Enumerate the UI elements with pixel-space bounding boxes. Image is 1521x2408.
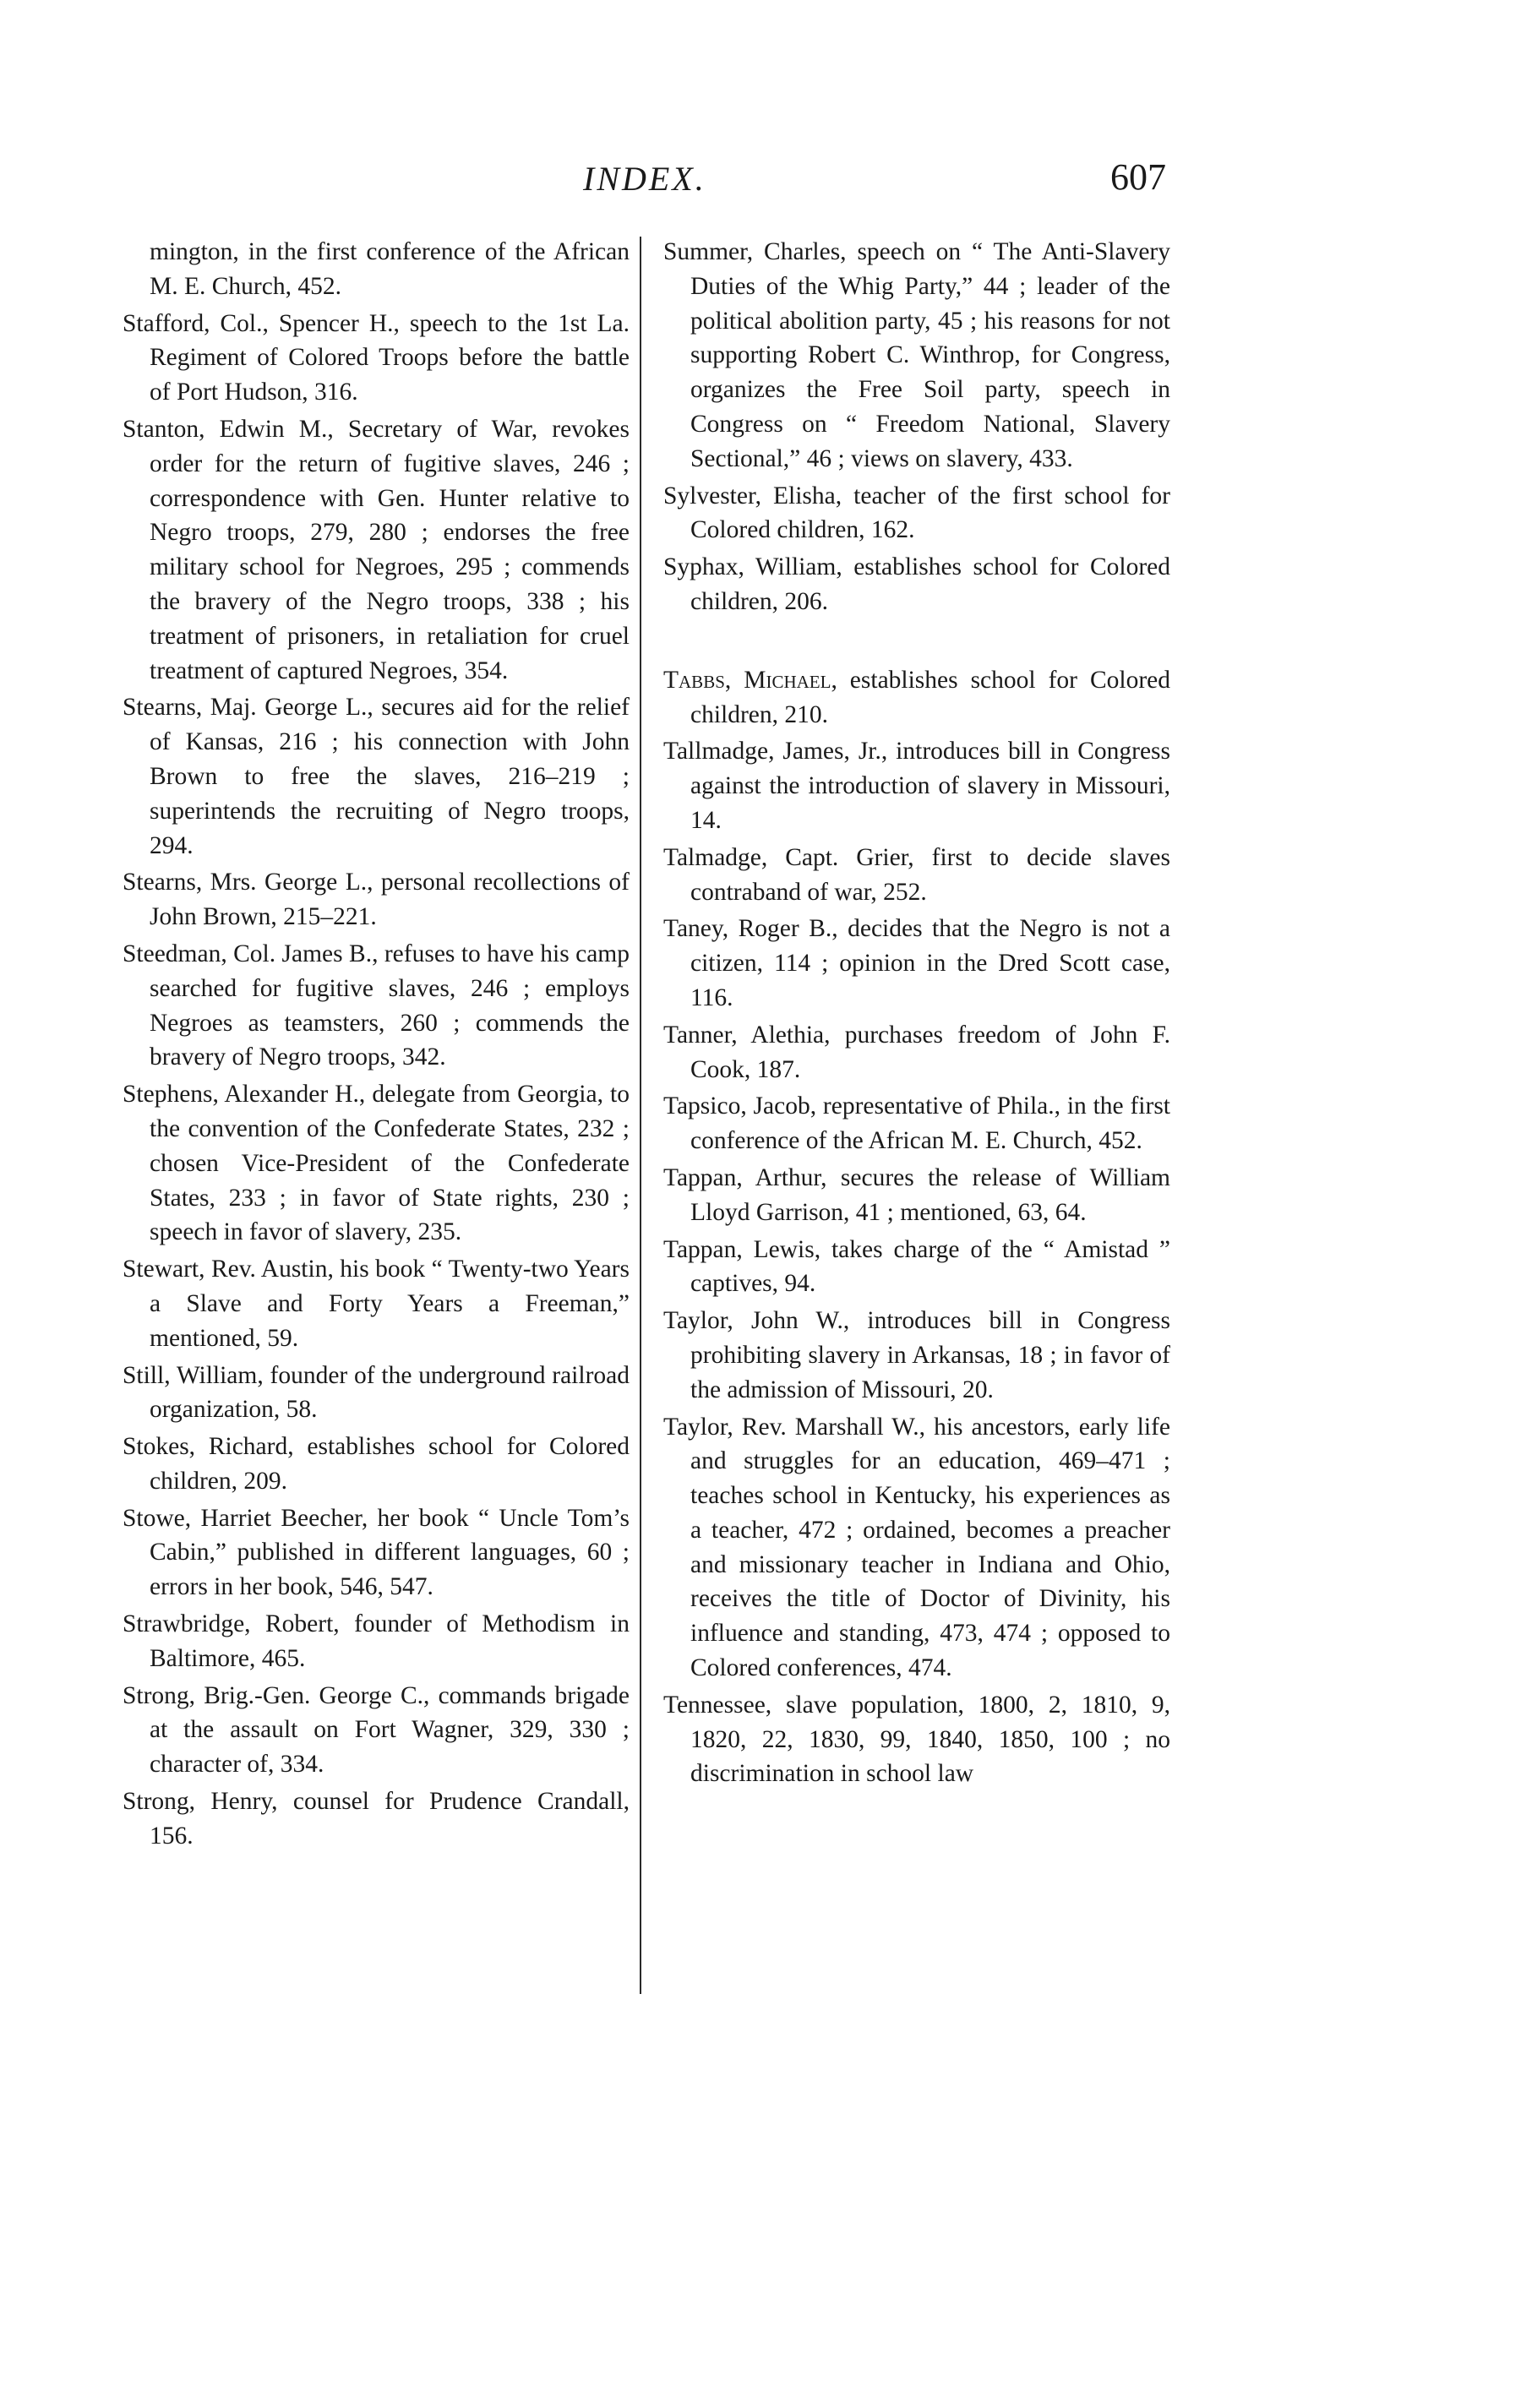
index-entry: Taylor, John W., introduces bill in Congress prohibiting slavery in Arkansas, 18 ; in favor of the admission of Missouri, 20.: [663, 1307, 1170, 1403]
index-entry: Sylvester, Elisha, teacher of the first school for Colored children, 162.: [663, 482, 1170, 544]
index-entry: Taylor, Rev. Marshall W., his ancestors, early life and struggles for an education, 469–471 ; teaches school in Kentucky, his experiences as a teacher, 472 ; ordained, becomes a preacher and missionary teacher in Indiana and Ohio, receives the title of Doctor of Divinity, his influence and standing, 473, 474 ; opposed to Colored conferences, 474.: [663, 1413, 1170, 1682]
index-entry: Tapsico, Jacob, representative of Phila., in the first conference of the African M. E. Church, 452.: [663, 1092, 1170, 1155]
index-entry-tabbs: [663, 663, 1170, 733]
index-entry: Still, William, founder of the underground railroad organization, 58.: [123, 1361, 630, 1424]
index-entry: Taney, Roger B., decides that the Negro is not a citizen, 114 ; opinion in the Dred Scott case, 116.: [663, 915, 1170, 1011]
index-entry: Stokes, Richard, establishes school for Colored children, 209.: [123, 1433, 630, 1495]
index-entry: mington, in the first conference of the African M. E. Church, 452.: [150, 238, 630, 300]
index-entry: Tappan, Lewis, takes charge of the “ Amistad ” captives, 94.: [663, 1235, 1170, 1298]
index-entry: Strong, Henry, counsel for Prudence Crandall, 156.: [123, 1788, 630, 1850]
index-entry: Stanton, Edwin M., Secretary of War, revokes order for the return of fugitive slaves, 246 ; correspondence with Gen. Hunter relative to Negro troops, 279, 280 ; endorses the free military school for Negroes, 295 ; commends the bravery of the Negro troops, 338 ; his treatment of prisoners, in retaliation for cruel treatment of captured Negroes, 354.: [123, 415, 630, 684]
index-entry-name: Tabbs, Michael,: [663, 666, 837, 694]
index-entry: Tennessee, slave population, 1800, 2, 1810, 9, 1820, 22, 1830, 99, 1840, 1850, 100 ; no discrimination in school law: [663, 1691, 1170, 1788]
index-entry: Tappan, Arthur, secures the release of William Lloyd Garrison, 41 ; mentioned, 63, 64.: [663, 1163, 1170, 1226]
index-entry: Steedman, Col. James B., refuses to have his camp searched for fugitive slaves, 246 ; employs Negroes as teamsters, 260 ; commends the bravery of Negro troops, 342.: [123, 940, 630, 1071]
index-entry: Stearns, Mrs. George L., personal recollections of John Brown, 215–221.: [123, 869, 630, 931]
column-divider: [640, 237, 641, 1994]
index-entry: Talmadge, Capt. Grier, first to decide slaves contraband of war, 252.: [663, 843, 1170, 906]
page-number: 607: [1110, 156, 1166, 198]
index-entry: Summer, Charles, speech on “ The Anti-Slavery Duties of the Whig Party,” 44 ; leader of the political abolition party, 45 ; his reasons for not supporting Robert C. Winthrop, for Congress, organizes the Free Soil party, speech in Congress on “ Freedom National, Slavery Sectional,” 46 ; views on slavery, 433.: [663, 238, 1170, 472]
index-entry: Stewart, Rev. Austin, his book “ Twenty-two Years a Slave and Forty Years a Freeman,” mentioned, 59.: [123, 1256, 630, 1352]
index-entry: Stowe, Harriet Beecher, her book “ Uncle Tom’s Cabin,” published in different languages, 60 ; errors in her book, 546, 547.: [123, 1504, 630, 1601]
index-entry: Stafford, Col., Spencer H., speech to the 1st La. Regiment of Colored Troops before the battle of Port Hudson, 316.: [123, 309, 630, 406]
index-entry: Strong, Brig.-Gen. George C., commands brigade at the assault on Fort Wagner, 329, 330 ; character of, 334.: [123, 1681, 630, 1779]
page-header: [127, 156, 1166, 210]
index-column-right: [663, 235, 1170, 1794]
index-entry: Tanner, Alethia, purchases freedom of John F. Cook, 187.: [663, 1021, 1170, 1083]
index-entry: Syphax, William, establishes school for Colored children, 206.: [663, 553, 1170, 615]
index-entry-text: establishes school for Colored children, 210.: [690, 666, 1170, 728]
index-entry: Stearns, Maj. George L., secures aid for the relief of Kansas, 216 ; his connection with John Brown to free the slaves, 216–219 ; superintends the recruiting of Negro troops, 294.: [123, 694, 630, 859]
index-entry: Strawbridge, Robert, founder of Methodism in Baltimore, 465.: [123, 1610, 630, 1672]
index-entry: Stephens, Alexander H., delegate from Georgia, to the convention of the Confederate States, 232 ; chosen Vice-President of the Confederate States, 233 ; in favor of State rights, 230 ; speech in favor of slavery, 235.: [123, 1081, 630, 1246]
index-column-left: [123, 235, 630, 1856]
running-head: INDEX.: [583, 160, 706, 198]
index-entry: Tallmadge, James, Jr., introduces bill in Congress against the introduction of slavery in Missouri, 14.: [663, 738, 1170, 834]
